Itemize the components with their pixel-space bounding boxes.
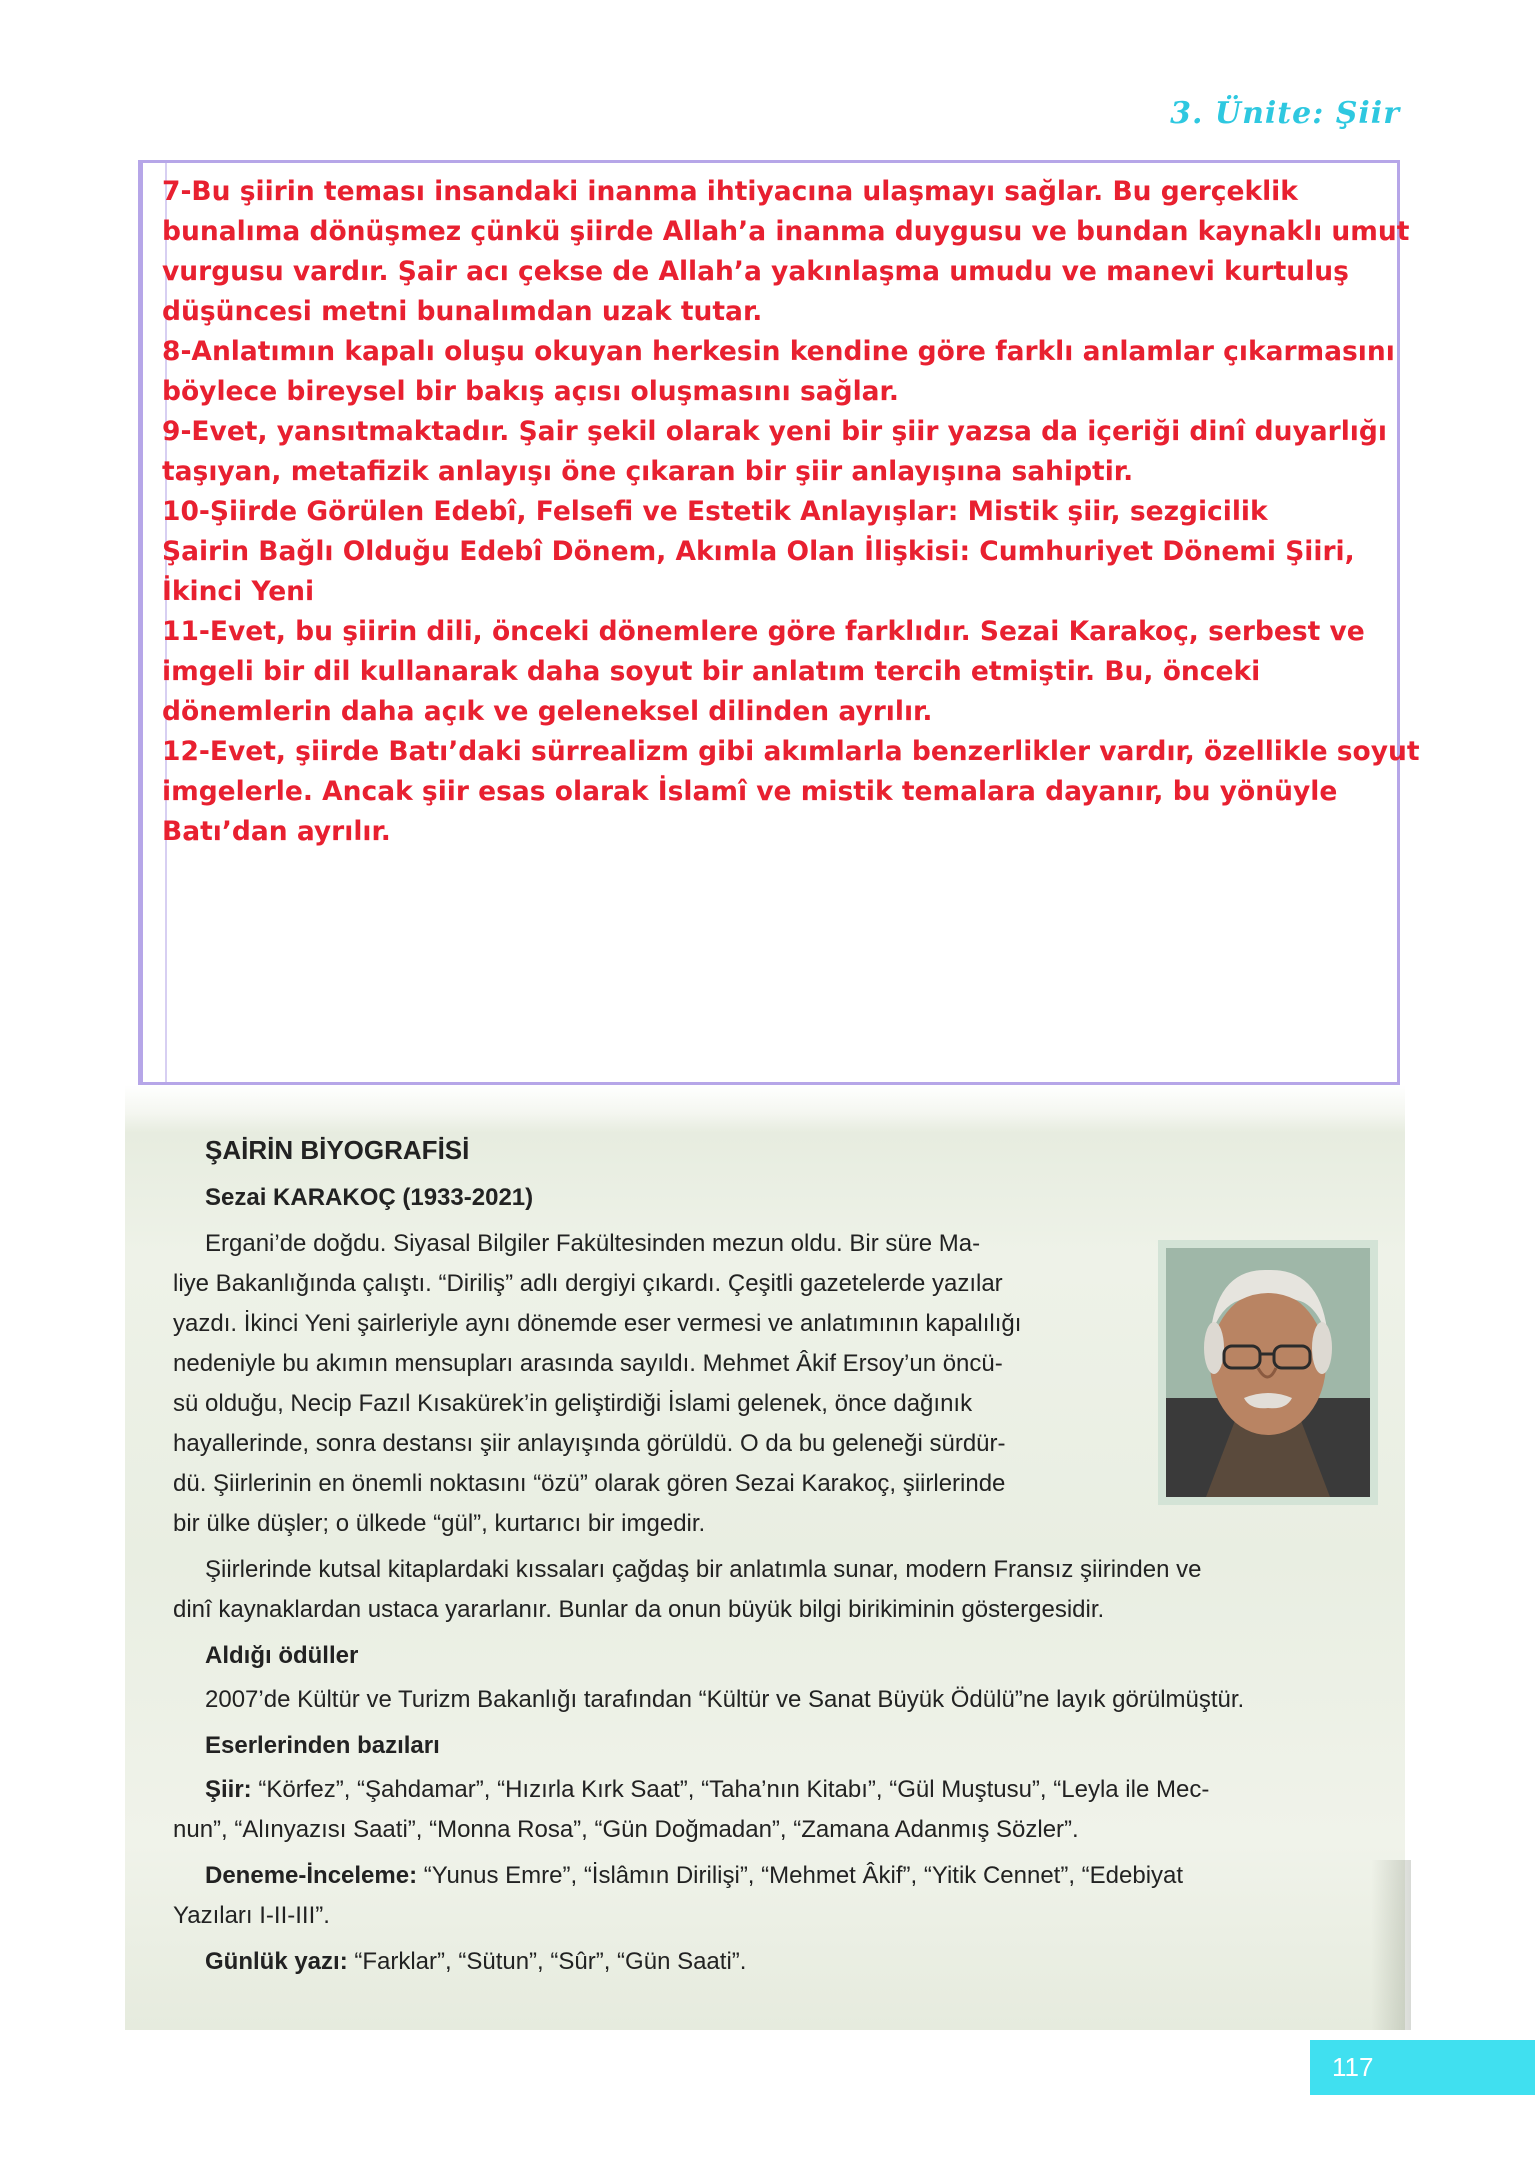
biography-paragraph-2 — [173, 1550, 1380, 1630]
text-line: liye Bakanlığında çalıştı. “Diriliş” adlı dergiyi çıkardı. Çeşitli gazetelerde yazılar — [173, 1270, 1003, 1297]
biography-title: ŞAİRİN BİYOGRAFİSİ — [205, 1135, 470, 1165]
answer-line: imgeli bir dil kullanarak daha soyut bir anlatım tercih etmiştir. Bu, önceki — [162, 656, 1261, 687]
answer-line: bunalıma dönüşmez çünkü şiirde Allah’a inanma duygusu ve bundan kaynaklı umut — [162, 216, 1410, 247]
text-line: dinî kaynaklardan ustaca yararlanır. Bunlar da onun büyük bilgi birikiminin göstergesidir. — [173, 1596, 1105, 1623]
answer-line: taşıyan, metafizik anlayışı öne çıkaran bir şiir anlayışına sahiptir. — [162, 456, 1134, 487]
answer-line: 9-Evet, yansıtmaktadır. Şair şekil olarak yeni bir şiir yazsa da içeriği dinî duyarlığı — [162, 416, 1387, 447]
answer-line: 11-Evet, bu şiirin dili, önceki dönemlere göre farklıdır. Sezai Karakoç, serbest ve — [162, 616, 1365, 647]
works-heading: Eserlerinden bazıları — [205, 1732, 440, 1759]
answer-line: imgelerle. Ancak şiir esas olarak İslamî ve mistik temalara dayanır, bu yönüyle — [162, 776, 1338, 807]
poetry-label: Şiir: — [205, 1776, 252, 1803]
biography-paragraph-1 — [173, 1224, 1115, 1544]
poet-name: Sezai KARAKOÇ (1933-2021) — [205, 1184, 534, 1211]
essay-label: Deneme-İnceleme: — [205, 1862, 418, 1889]
torn-paper-edge — [125, 1085, 1405, 1133]
awards-text: 2007’de Kültür ve Turizm Bakanlığı tarafından “Kültür ve Sanat Büyük Ödülü”ne layık görülmüştür. — [205, 1686, 1245, 1713]
diary-works — [205, 1942, 1380, 1982]
essay-works-continued: Yazıları I-II-III”. — [173, 1902, 330, 1929]
answer-line: 8-Anlatımın kapalı oluşu okuyan herkesin kendine göre farklı anlamlar çıkarmasını — [162, 336, 1395, 367]
text-line: nedeniyle bu akımın mensupları arasında sayıldı. Mehmet Âkif Ersoy’un öncü- — [173, 1350, 1003, 1377]
page-number: 117 — [1310, 2040, 1535, 2095]
answer-line: düşüncesi metni bunalımdan uzak tutar. — [162, 296, 763, 327]
text-line: sü olduğu, Necip Fazıl Kısakürek’in geliştirdiği İslami gelenek, önce dağınık — [173, 1390, 973, 1417]
text-line: dü. Şiirlerinin en önemli noktasını “özü” olarak gören Sezai Karakoç, şiirlerinde — [173, 1470, 1006, 1497]
answer-line: vurgusu vardır. Şair acı çekse de Allah’a yakınlaşma umudu ve manevi kurtuluş — [162, 256, 1349, 287]
text-line: yazdı. İkinci Yeni şairleriyle aynı dönemde eser vermesi ve anlatımının kapalılığı — [173, 1310, 1022, 1337]
essay-list: “Yunus Emre”, “İslâmın Dirilişi”, “Mehmet Âkif”, “Yitik Cennet”, “Edebiyat — [417, 1862, 1184, 1889]
essay-works — [205, 1856, 1380, 1896]
answer-line: 10-Şiirde Görülen Edebî, Felsefi ve Estetik Anlayışlar: Mistik şiir, sezgicilik — [162, 496, 1268, 527]
text-line: Ergani’de doğdu. Siyasal Bilgiler Fakültesinden mezun oldu. Bir süre Ma- — [205, 1230, 981, 1257]
text-line: Şiirlerinde kutsal kitaplardaki kıssaları çağdaş bir anlatımla sunar, modern Fransız şiirinden ve — [205, 1556, 1202, 1583]
diary-label: Günlük yazı: — [205, 1948, 348, 1975]
answer-line: 12-Evet, şiirde Batı’daki sürrealizm gibi akımlarla benzerlikler vardır, özellikle soyut — [162, 736, 1420, 767]
answers-block — [162, 172, 1420, 852]
poetry-works-continued: nun”, “Alınyazısı Saati”, “Monna Rosa”, “Gün Doğmadan”, “Zamana Adanmış Sözler”. — [173, 1816, 1079, 1843]
answer-line: İkinci Yeni — [162, 576, 315, 607]
answer-line: 7-Bu şiirin teması insandaki inanma ihtiyacına ulaşmayı sağlar. Bu gerçeklik — [162, 176, 1298, 207]
answer-line: böylece bireysel bir bakış açısı oluşmasını sağlar. — [162, 376, 899, 407]
awards-heading: Aldığı ödüller — [205, 1642, 359, 1669]
text-line: hayallerinde, sonra destansı şiir anlayışında görüldü. O da bu geleneği sürdür- — [173, 1430, 1006, 1457]
diary-list: “Farklar”, “Sütun”, “Sûr”, “Gün Saati”. — [347, 1948, 747, 1975]
answer-line: Batı’dan ayrılır. — [162, 816, 391, 847]
answer-line: dönemlerin daha açık ve geleneksel dilinden ayrılır. — [162, 696, 933, 727]
poetry-works — [205, 1770, 1380, 1810]
text-line: bir ülke düşler; o ülkede “gül”, kurtarıcı bir imgedir. — [173, 1510, 706, 1537]
answer-line: Şairin Bağlı Olduğu Edebî Dönem, Akımla Olan İlişkisi: Cumhuriyet Dönemi Şiiri, — [162, 536, 1355, 567]
poetry-list: “Körfez”, “Şahdamar”, “Hızırla Kırk Saat”, “Taha’nın Kitabı”, “Gül Muştusu”, “Leyla ile Mec- — [251, 1776, 1210, 1803]
biography-section — [173, 1130, 1380, 1982]
unit-header: 3. Ünite: Şiir — [1170, 96, 1400, 131]
